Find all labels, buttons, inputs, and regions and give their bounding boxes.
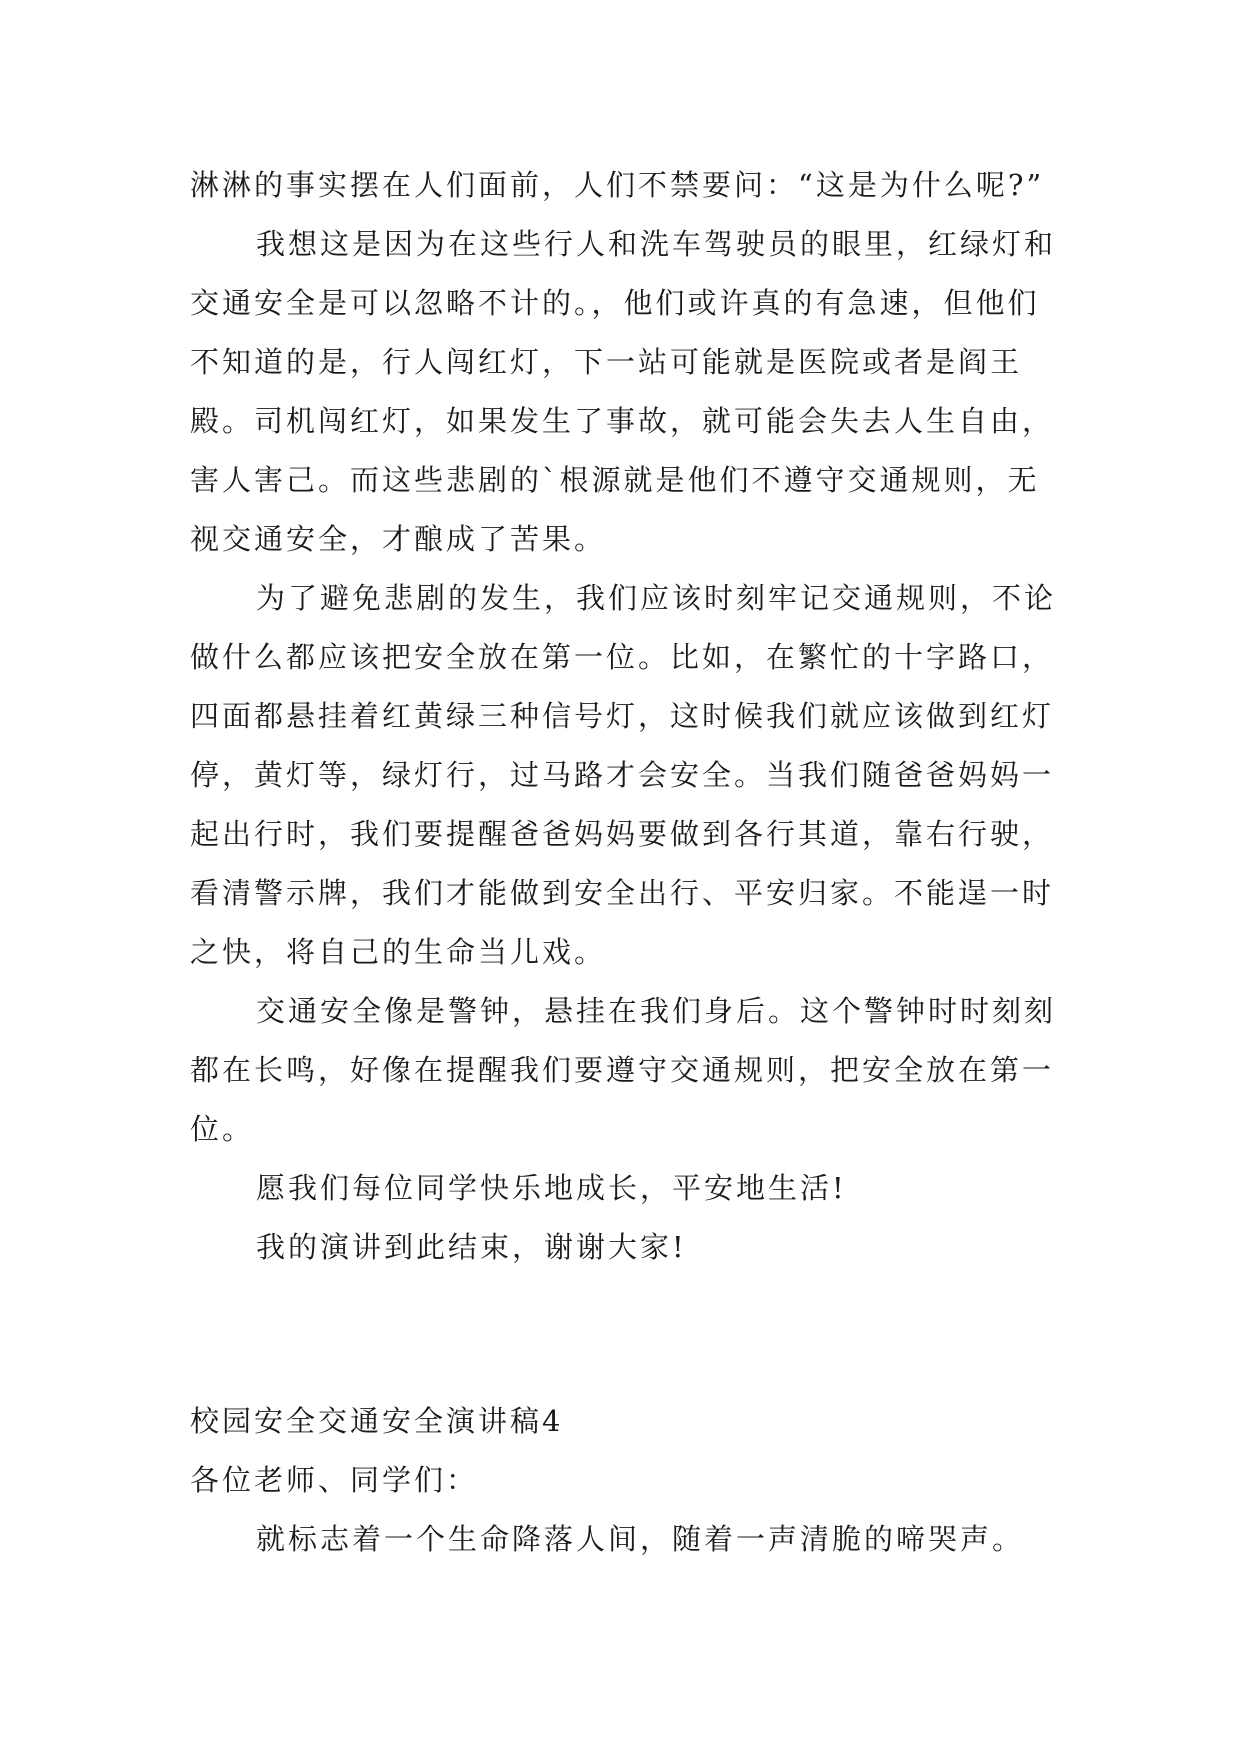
paragraph-continuation: 淋淋的事实摆在人们面前，人们不禁要问：“这是为什么呢?” [190,168,1045,202]
paragraph-opening: 就标志着一个生命降落人间，随着一声清脆的啼哭声。 [256,1522,1025,1556]
paragraph-reason: 我想这是因为在这些行人和洗车驾驶员的眼里，红绿灯和交通安全是可以忽略不计的。，他们或许真的有急速，但他们不知道的是，行人闯红灯，下一站可能就是医院或者是阎王殿。司机闯红灯，如果发生了事故，就可能会失去人生自由，害人害己。而这些悲剧的`根源就是他们不遵守交通规则，无视交通安全，才酿成了苦果。 [190,227,1057,556]
salutation: 各位老师、同学们： [190,1463,479,1497]
speech-4-opening [190,1392,1060,1569]
paragraph-alarm-bell: 交通安全像是警钟，悬挂在我们身后。这个警钟时时刻刻都在长鸣，好像在提醒我们要遵守交通规则，把安全放在第一位。 [190,994,1057,1146]
paragraph-wish: 愿我们每位同学快乐地成长，平安地生活! [256,1171,847,1205]
speech-3-ending [190,156,1060,1277]
paragraph-closing: 我的演讲到此结束，谢谢大家! [256,1230,687,1264]
paragraph-advice: 为了避免悲剧的发生，我们应该时刻牢记交通规则，不论做什么都应该把安全放在第一位。比如，在繁忙的十字路口，四面都悬挂着红黄绿三种信号灯，这时候我们就应该做到红灯停，黄灯等，绿灯行，过马路才会安全。当我们随爸爸妈妈一起出行时，我们要提醒爸爸妈妈要做到各行其道，靠右行驶，看清警示牌，我们才能做到安全出行、平安归家。不能逞一时之快，将自己的生命当儿戏。 [190,581,1057,969]
section-title: 校园安全交通安全演讲稿4 [190,1404,564,1438]
